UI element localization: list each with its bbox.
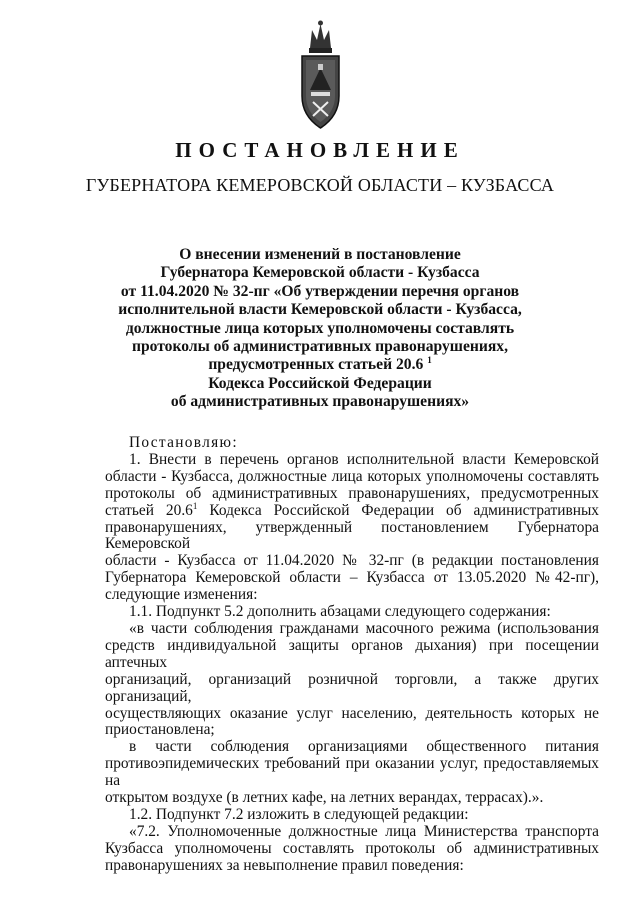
- body-line: Губернатора Кемеровской области – Кузбасса от 13.05.2020 №42-пг),: [105, 569, 599, 587]
- body-line: 1.1. Подпункт 5.2 дополнить абзацами следующего содержания:: [129, 603, 551, 621]
- body-line: протоколы об административных правонарушениях, предусмотренных: [105, 484, 599, 502]
- heading-line: должностные лица которых уполномочены составлять: [125, 319, 515, 337]
- issuer-subtitle: ГУБЕРНАТОРА КЕМЕРОВСКОЙ ОБЛАСТИ – КУЗБАССА: [85, 175, 555, 195]
- heading-line: Губернатора Кемеровской области - Кузбасса: [160, 264, 480, 282]
- heading-line: протоколы об административных правонарушениях,: [131, 338, 508, 356]
- postanovlyayu: Постановляю:: [129, 434, 238, 451]
- body-line: в части соблюдения организациями общественного питания: [129, 738, 599, 756]
- document-title: ПОСТАНОВЛЕНИЕ: [175, 138, 465, 162]
- heading-line: О внесении изменений в постановление: [179, 246, 461, 263]
- body-line: следующие изменения:: [105, 586, 258, 604]
- body-line: противоэпидемических требований при оказании услуг, предоставляемых на: [105, 755, 599, 790]
- body-line: области - Кузбасса, должностные лица которых уполномочены составлять: [105, 467, 599, 485]
- body-line: области - Кузбасса от 11.04.2020 № 32-пг (в редакции постановления: [105, 552, 599, 570]
- heading-line: исполнительной власти Кемеровской области - Кузбасса,: [118, 301, 522, 319]
- superscript: 1: [192, 500, 198, 511]
- body-line: «в части соблюдения гражданами масочного режима (использования: [129, 619, 599, 637]
- coat-of-arms-icon: [298, 18, 343, 133]
- body-line: [105, 500, 599, 520]
- body-line: 1. Внести в перечень органов исполнительной власти Кемеровской: [129, 450, 599, 468]
- heading-line: Кодекса Российской Федерации: [208, 374, 432, 392]
- body-line: организаций, организаций розничной торговли, а также других организаций,: [105, 670, 599, 705]
- body-line: правонарушениях, утвержденный постановлением Губернатора Кемеровской: [105, 518, 599, 553]
- body-line-text: статьей 20.6: [105, 501, 193, 519]
- body-line: приостановлена;: [105, 721, 215, 739]
- body-line: 1.2. Подпункт 7.2 изложить в следующей редакции:: [129, 805, 469, 823]
- paragraph-1-1-a: [105, 621, 599, 739]
- heading-line: от 11.04.2020 № 32-пг «Об утверждении перечня органов: [120, 282, 520, 300]
- body-line: средств индивидуальной защиты органов дыхания) при посещении аптечных: [105, 636, 599, 671]
- paragraph-7-2: [105, 824, 599, 875]
- paragraph-1-1-b: [105, 739, 599, 807]
- paragraph-1-1: [105, 604, 599, 621]
- body-line: осуществляющих оказание услуг населению, деятельность которых не: [105, 704, 599, 722]
- paragraph-1-2: [105, 807, 599, 824]
- body-line: открытом воздухе (в летних кафе, на летних верандах, террасах).».: [105, 789, 544, 807]
- body-line-text: Кодекса Российской Федерации об административных: [209, 501, 599, 519]
- heading-line-text: предусмотренных статьей 20.6: [208, 356, 424, 374]
- body-line: правонарушениях за невыполнение правил поведения:: [105, 856, 464, 874]
- paragraph-1: [105, 452, 599, 604]
- superscript: 1: [427, 355, 432, 366]
- body-line: «7.2. Уполномоченные должностные лица Министерства транспорта: [129, 822, 599, 840]
- heading-line: [100, 356, 540, 374]
- document-body: [105, 435, 599, 875]
- heading-line: об административных правонарушениях»: [170, 393, 470, 411]
- document-heading: [100, 246, 540, 412]
- body-line: Кузбасса уполномочены составлять протоколы об административных: [105, 839, 599, 857]
